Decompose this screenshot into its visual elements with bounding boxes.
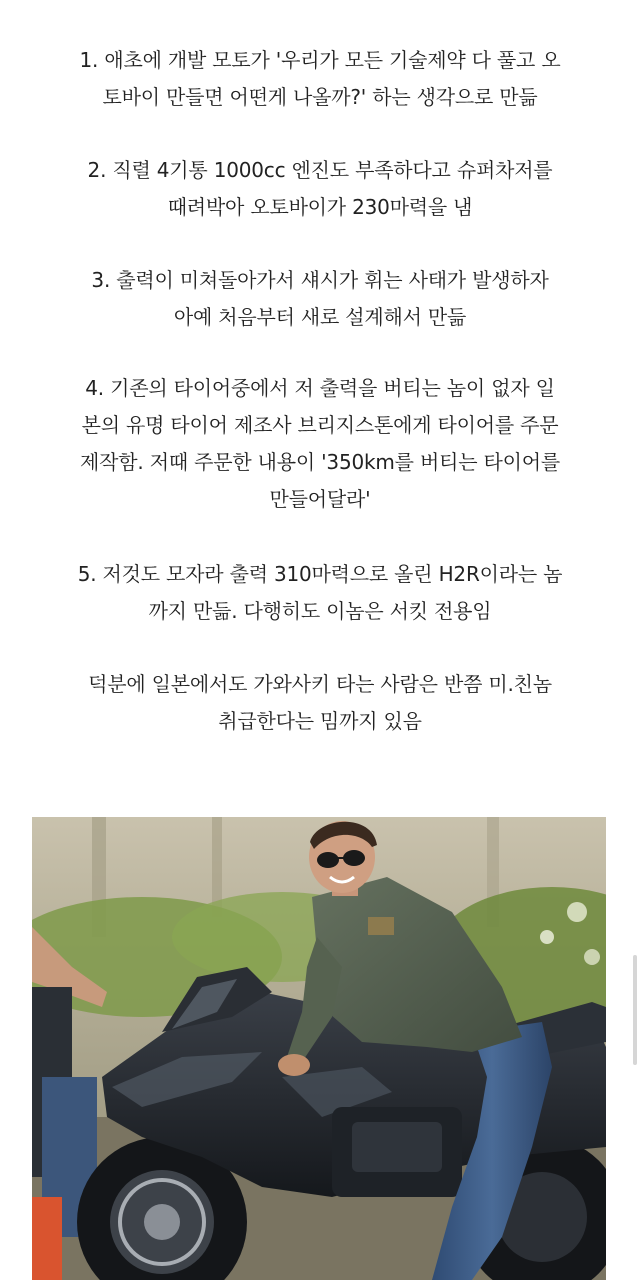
motorcycle-photo <box>32 817 606 1280</box>
paragraph-line: 2. 직렬 4기통 1000cc 엔진도 부족하다고 슈퍼차저를 <box>87 158 553 182</box>
paragraph-line: 아예 처음부터 새로 설계해서 만듦 <box>173 305 467 329</box>
paragraph-5 <box>20 556 620 630</box>
paragraph-line: 본의 유명 타이어 제조사 브리지스톤에게 타이어를 주문 <box>81 413 559 437</box>
paragraph-1 <box>20 42 620 116</box>
paragraph-line: 토바이 만들면 어떤게 나올까?' 하는 생각으로 만듦 <box>102 85 538 109</box>
paragraph-4 <box>20 370 620 518</box>
paragraph-line: 때려박아 오토바이가 230마력을 냄 <box>167 195 473 219</box>
photo-illustration <box>32 817 606 1280</box>
paragraph-line: 덕분에 일본에서도 가와사키 타는 사람은 반쯤 미.친놈 <box>88 672 552 696</box>
paragraph-3 <box>20 262 620 336</box>
paragraph-line: 까지 만듦. 다행히도 이놈은 서킷 전용임 <box>148 599 492 623</box>
paragraph-6 <box>20 666 620 740</box>
paragraph-line: 제작함. 저때 주문한 내용이 '350km를 버티는 타이어를 <box>80 450 560 474</box>
paragraph-line: 1. 애초에 개발 모토가 '우리가 모든 기술제약 다 풀고 오 <box>79 48 561 72</box>
paragraph-line: 3. 출력이 미쳐돌아가서 섀시가 휘는 사태가 발생하자 <box>91 268 549 292</box>
paragraph-line: 만들어달라' <box>269 487 371 511</box>
paragraph-line: 4. 기존의 타이어중에서 저 출력을 버티는 놈이 없자 일 <box>85 376 555 400</box>
paragraph-2 <box>20 152 620 226</box>
paragraph-line: 취급한다는 밈까지 있음 <box>218 709 422 733</box>
page-scrollbar[interactable] <box>633 955 637 1065</box>
paragraph-line: 5. 저것도 모자라 출력 310마력으로 올린 H2R이라는 놈 <box>77 562 563 586</box>
